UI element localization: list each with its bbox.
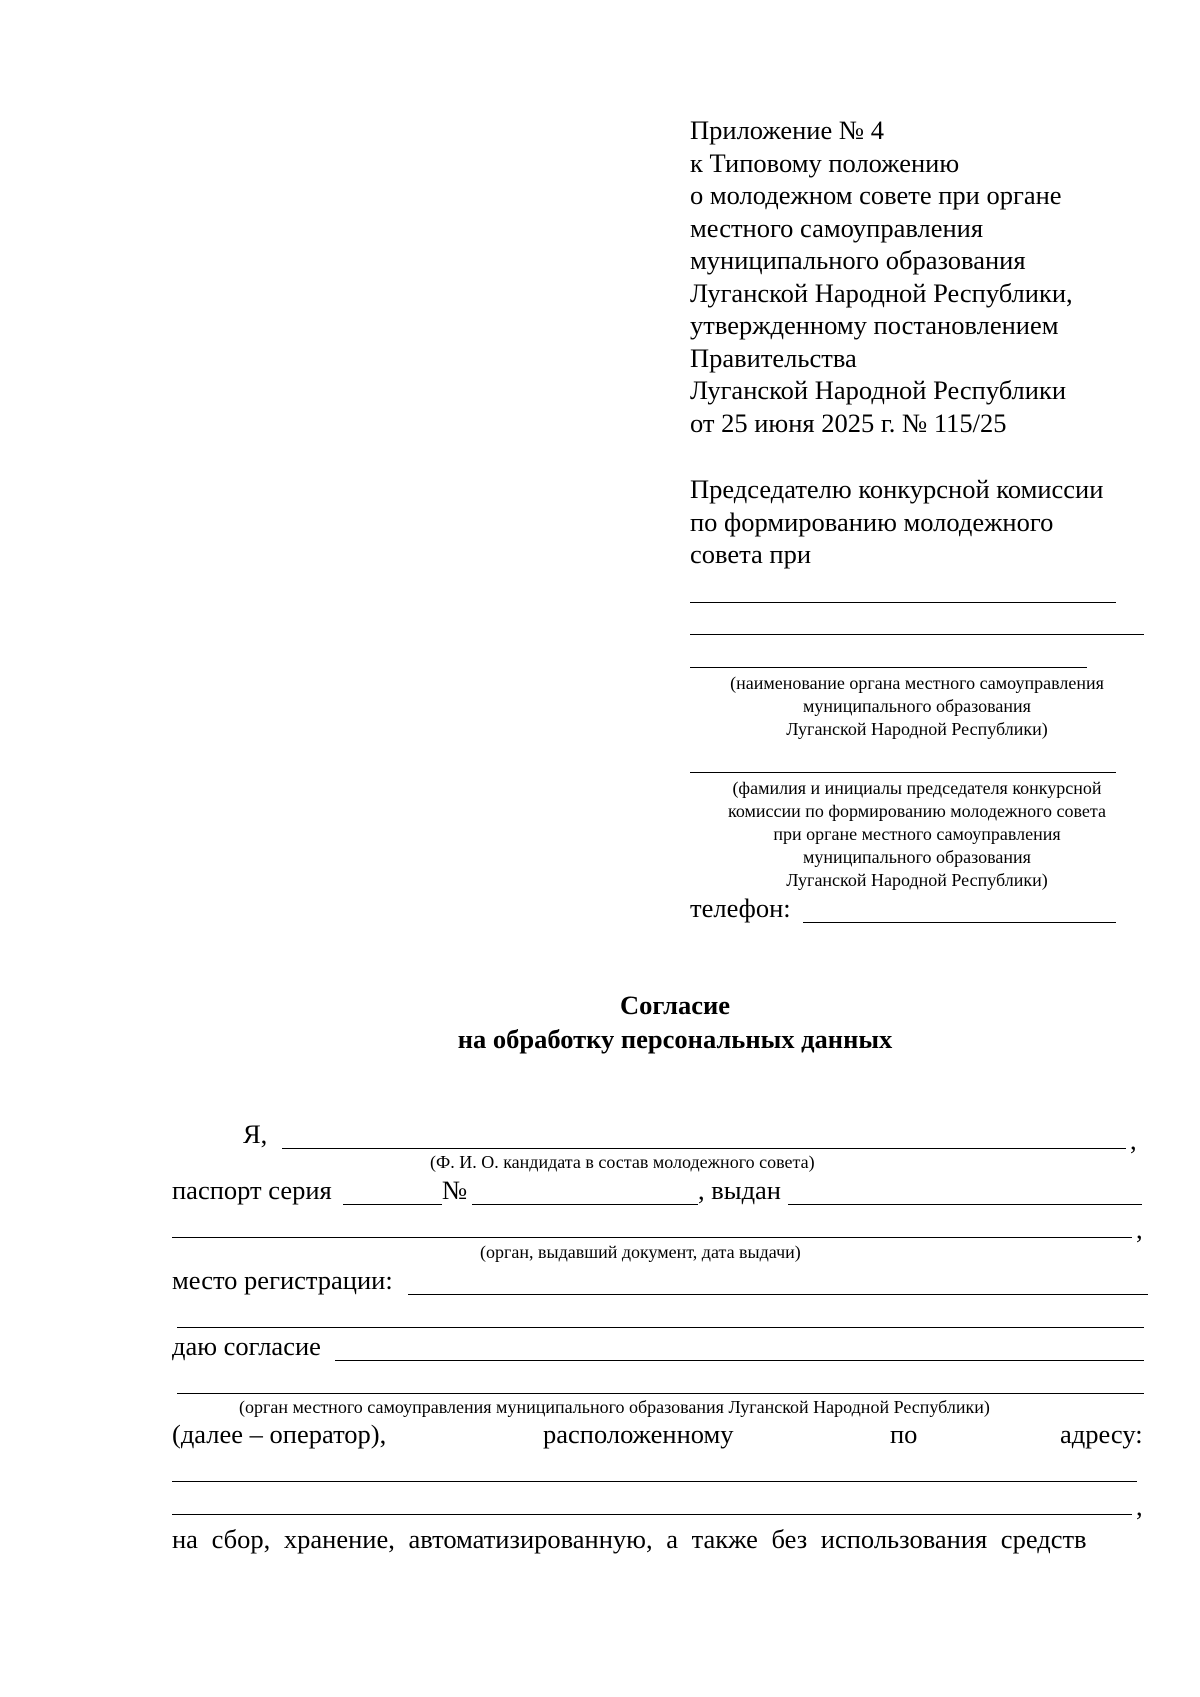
fio-comma: ,: [1130, 1125, 1137, 1155]
consent-label: даю согласие: [172, 1331, 321, 1361]
hint-line: муниципального образования: [803, 696, 1031, 716]
appendix-line: от 25 июня 2025 г. № 115/25: [690, 407, 1007, 438]
appendix-line: муниципального образования: [690, 245, 1026, 275]
issued-label: , выдан: [698, 1175, 781, 1205]
org-name-field-line-2[interactable]: [690, 634, 1144, 635]
appendix-line: утвержденному постановлением: [690, 310, 1059, 340]
chair-name-field-line[interactable]: [690, 772, 1116, 773]
address-field-line-1[interactable]: [172, 1481, 1137, 1482]
addressee-line: Председателю конкурсной комиссии: [690, 474, 1104, 504]
addressee-line: совета при: [690, 539, 812, 569]
hint-line: Луганской Народной Республики): [786, 719, 1048, 739]
passport-series-field-line[interactable]: [343, 1204, 442, 1205]
hint-line: Луганской Народной Республики): [786, 870, 1048, 890]
operator-hint: (орган местного самоуправления муниципального образования Луганской Народной Республики): [239, 1397, 990, 1417]
body-last-line: на сбор, хранение, автоматизированную, а также без использования средств: [172, 1524, 1087, 1554]
chair-name-hint: [690, 777, 1144, 892]
org-name-hint: [690, 672, 1144, 741]
appendix-line: Луганской Народной Республики: [690, 375, 1067, 405]
appendix-line: о молодежном совете при органе: [690, 180, 1062, 210]
appendix-line: Приложение № 4: [690, 115, 885, 145]
title-line-2: на обработку персональных данных: [457, 1024, 893, 1054]
issuer-field-line[interactable]: [172, 1237, 1132, 1238]
appendix-line: к Типовому положению: [690, 147, 960, 178]
operator-word-1: (далее – оператор),: [172, 1419, 387, 1449]
hint-line: при органе местного самоуправления: [773, 824, 1061, 844]
hint-line: (фамилия и инициалы председателя конкурсной: [732, 778, 1102, 798]
registration-field-line-2[interactable]: [177, 1327, 1144, 1328]
addressee-block: [690, 473, 1103, 571]
appendix-header: [690, 114, 1073, 439]
addressee-line: по формированию молодежного: [690, 506, 1054, 537]
phone-field-line[interactable]: [803, 922, 1116, 923]
registration-field-line-1[interactable]: [408, 1294, 1148, 1295]
phone-label: телефон:: [690, 893, 791, 923]
org-name-field-line-1[interactable]: [690, 602, 1116, 603]
registration-label: место регистрации:: [172, 1265, 393, 1295]
address-field-line-2[interactable]: [172, 1514, 1132, 1515]
appendix-line: местного самоуправления: [690, 212, 984, 243]
org-name-field-line-3[interactable]: [690, 667, 1087, 668]
operator-word-2: расположенному: [543, 1419, 734, 1449]
issuer-comma: ,: [1136, 1214, 1143, 1244]
number-sign: №: [442, 1175, 468, 1205]
fio-hint: (Ф. И. О. кандидата в состав молодежного совета): [430, 1152, 815, 1172]
hint-line: муниципального образования: [803, 847, 1031, 867]
i-label: Я,: [243, 1119, 268, 1149]
document-title: [0, 988, 1200, 1056]
hint-line: комиссии по формированию молодежного совета: [728, 801, 1106, 821]
address-comma: ,: [1136, 1491, 1143, 1521]
fio-field-line[interactable]: [282, 1148, 1126, 1149]
operator-word-4: адресу:: [1060, 1419, 1143, 1449]
issued-field-line[interactable]: [788, 1204, 1142, 1205]
appendix-line: Правительства: [690, 342, 857, 373]
consent-field-line-1[interactable]: [335, 1360, 1144, 1361]
appendix-line: Луганской Народной Республики,: [690, 277, 1073, 308]
operator-word-3: по: [890, 1419, 918, 1449]
passport-series-label: паспорт серия: [172, 1175, 332, 1205]
title-line-1: Согласие: [620, 990, 730, 1020]
hint-line: (наименование органа местного самоуправления: [730, 673, 1104, 693]
issuer-hint: (орган, выдавший документ, дата выдачи): [480, 1242, 801, 1262]
consent-field-line-2[interactable]: [177, 1393, 1144, 1394]
passport-number-field-line[interactable]: [472, 1204, 698, 1205]
